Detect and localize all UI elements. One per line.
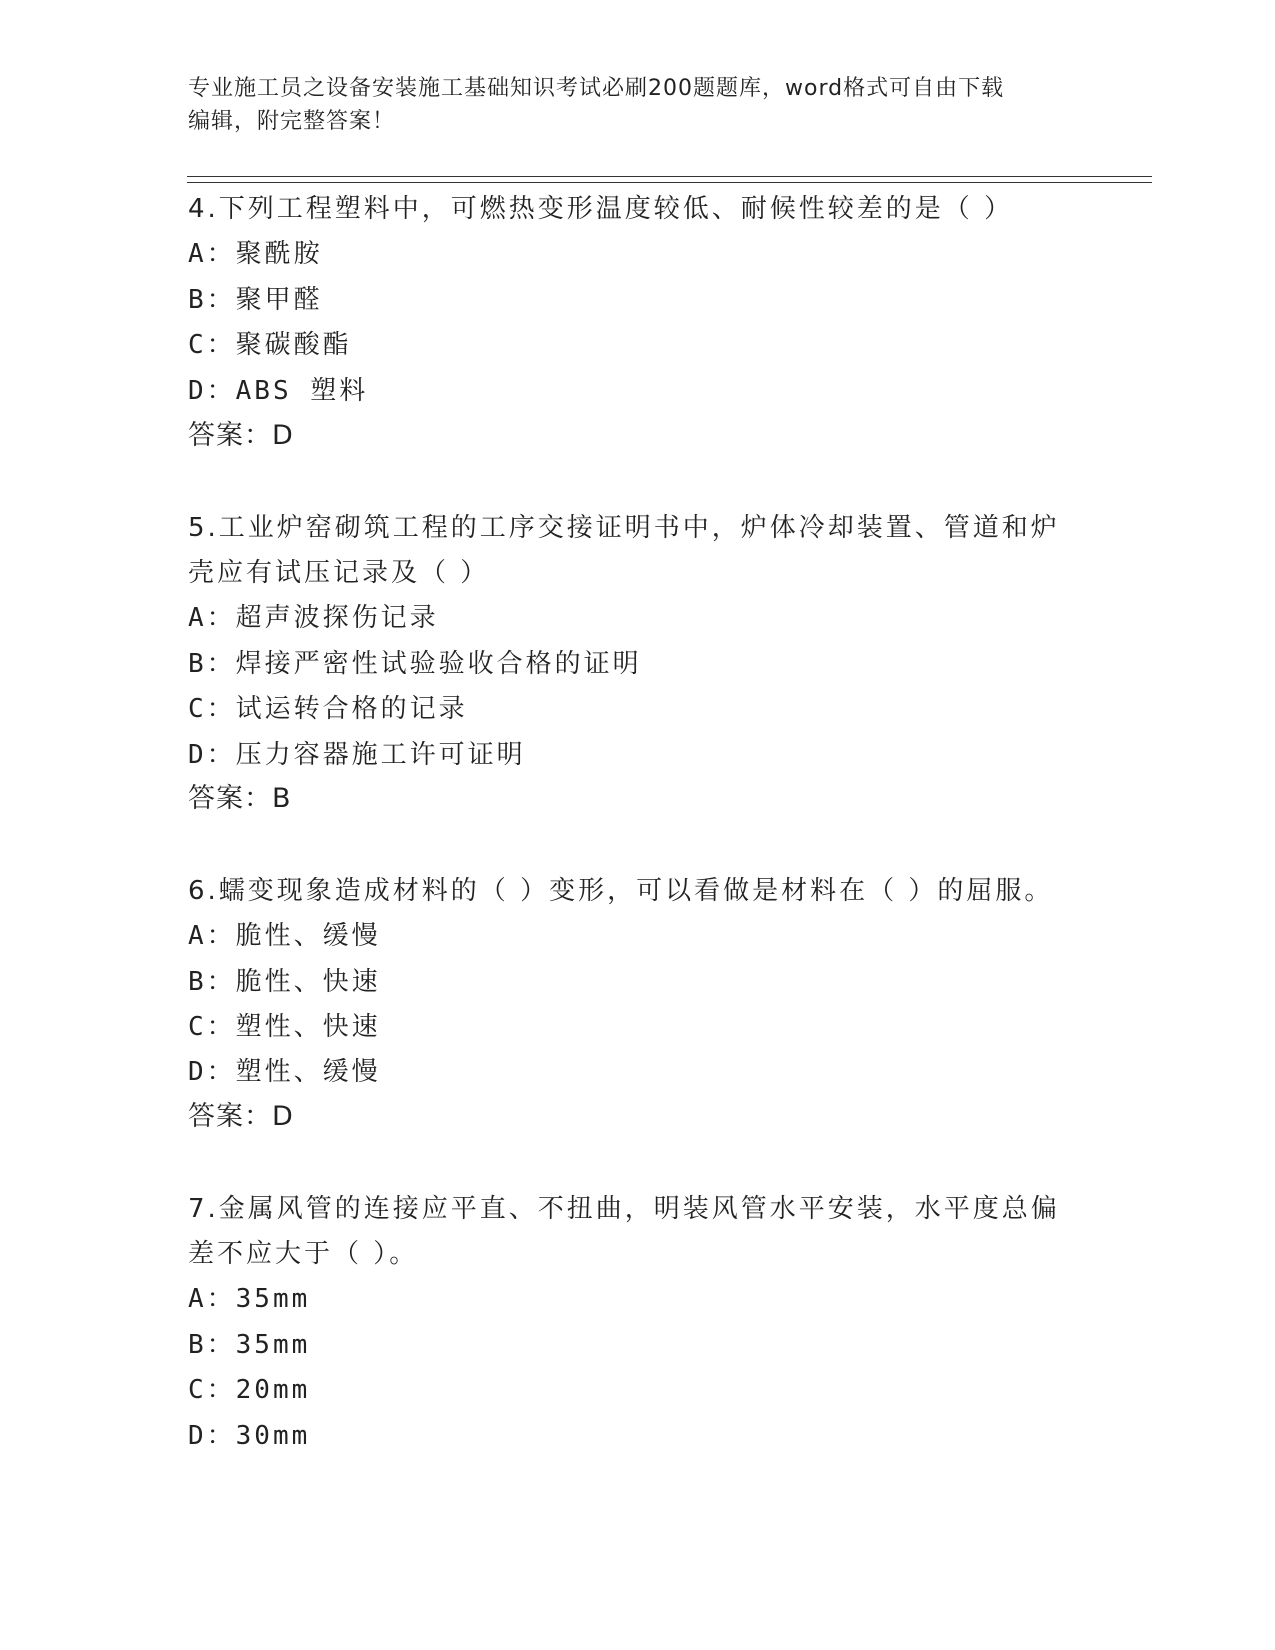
question-4-answer: 答案：D: [188, 420, 294, 451]
question-5-answer: 答案：B: [188, 783, 292, 814]
question-6-answer: 答案：D: [188, 1101, 294, 1132]
question-5-option-a: A：超声波探伤记录: [188, 603, 439, 633]
question-5-option-d: D：压力容器施工许可证明: [188, 740, 526, 770]
question-5-option-c: C：试运转合格的记录: [188, 694, 468, 724]
header-divider-bottom: [187, 182, 1152, 183]
question-6-option-a: A：脆性、缓慢: [188, 921, 381, 951]
question-6-option-b: B：脆性、快速: [188, 967, 381, 997]
document-header: [188, 72, 1068, 138]
header-title-line-2: 编辑，附完整答案！: [188, 109, 396, 134]
question-7-stem-line-1: 7.金属风管的连接应平直、不扭曲，明装风管水平安装，水平度总偏: [188, 1194, 1060, 1224]
question-7-stem-line-2: 差不应大于（ ）。: [188, 1239, 419, 1269]
header-title-line-1: 专业施工员之设备安装施工基础知识考试必刷200题题库，word格式可自由下载: [188, 76, 1005, 101]
question-7-option-c: C：20mm: [188, 1375, 311, 1405]
question-6-option-c: C：塑性、快速: [188, 1012, 381, 1042]
header-divider-top: [187, 176, 1152, 177]
question-4-stem: 4.下列工程塑料中，可燃热变形温度较低、耐候性较差的是（ ）: [188, 194, 1014, 224]
question-6-stem: 6.蠕变现象造成材料的（ ）变形，可以看做是材料在（ ）的屈服。: [188, 876, 1054, 906]
question-5-stem-line-1: 5.工业炉窑砌筑工程的工序交接证明书中，炉体冷却装置、管道和炉: [188, 513, 1060, 543]
question-7-option-b: B：35mm: [188, 1330, 311, 1360]
question-7-option-d: D：30mm: [188, 1421, 311, 1451]
question-6-option-d: D：塑性、缓慢: [188, 1057, 381, 1087]
question-4-option-b: B：聚甲醛: [188, 285, 323, 315]
question-4-option-c: C：聚碳酸酯: [188, 330, 352, 360]
question-5-option-b: B：焊接严密性试验验收合格的证明: [188, 649, 642, 679]
question-4-option-a: A：聚酰胺: [188, 239, 323, 269]
question-7-option-a: A：35mm: [188, 1284, 311, 1314]
question-4-option-d: D：ABS 塑料: [188, 376, 369, 406]
question-5-stem-line-2: 壳应有试压记录及（ ）: [188, 558, 490, 588]
